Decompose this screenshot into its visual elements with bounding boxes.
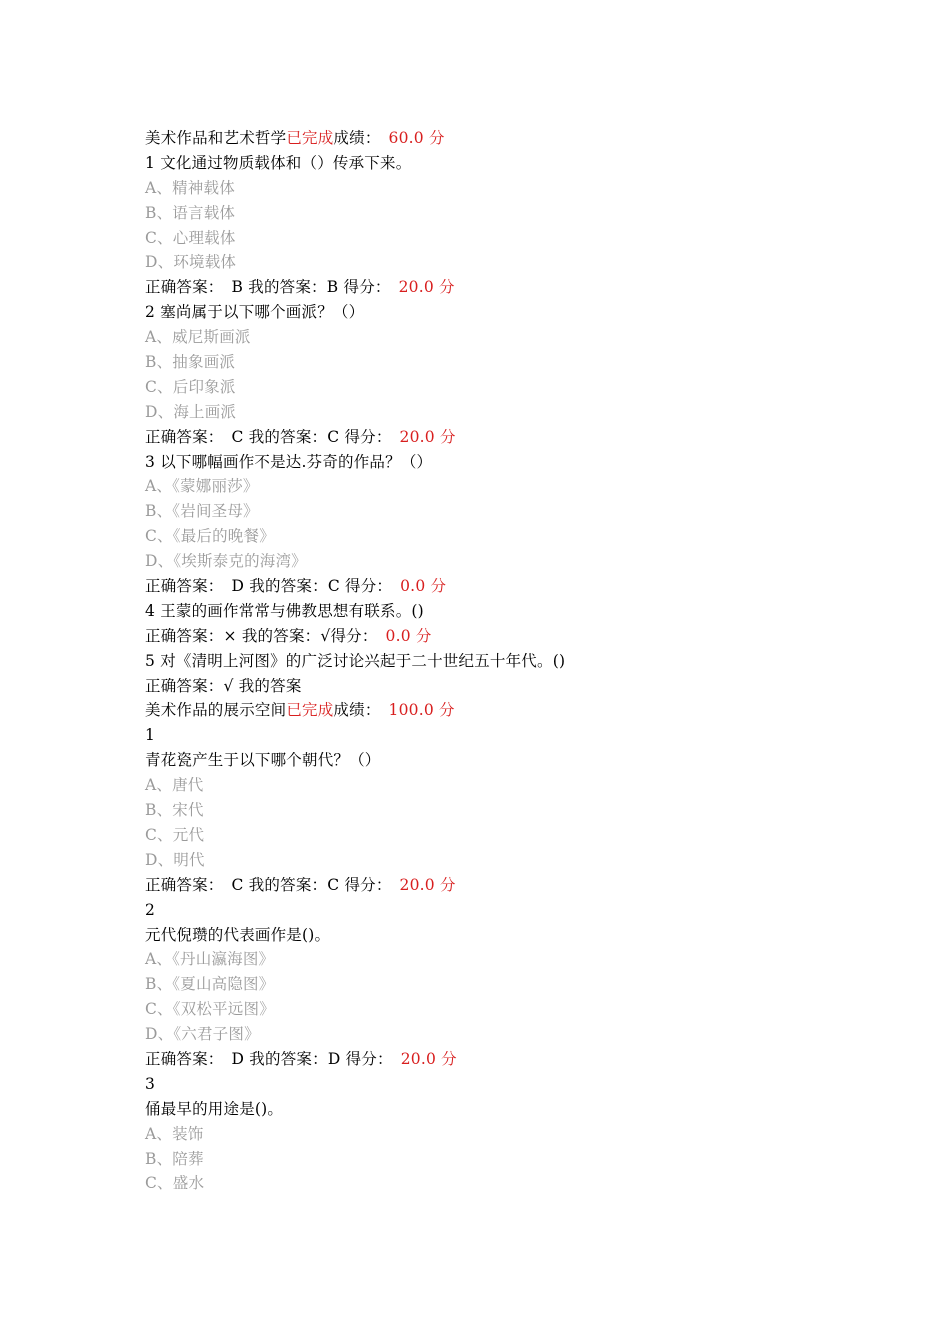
correct-answer: D	[231, 577, 245, 596]
correct-label: 正确答案：	[145, 875, 224, 894]
my-answer: D	[327, 1049, 341, 1068]
question-text	[145, 450, 905, 475]
option-a: A、唐代	[145, 776, 204, 795]
option-c: C、盛水	[145, 1174, 205, 1193]
my-answer-label: 我的答案：	[248, 875, 328, 894]
question-score: 20.0 分	[400, 1049, 457, 1068]
option-c: C、心理载体	[145, 228, 236, 247]
option-d: D、海上画派	[145, 402, 237, 421]
my-answer-label: 我的答案：	[249, 1049, 328, 1068]
section-score: 60.0 分	[388, 129, 445, 147]
option-b: B、陪葬	[145, 1149, 204, 1168]
my-answer-label: 我的答案：	[241, 626, 321, 645]
correct-answer: ×	[223, 626, 237, 645]
question-score: 20.0 分	[398, 278, 455, 297]
question-score: 0.0 分	[385, 626, 432, 645]
question-number: 3	[145, 1074, 156, 1093]
question-body: 塞尚属于以下哪个画派？（）	[160, 303, 365, 322]
score-label: 得分：	[343, 278, 391, 297]
answer-line	[145, 873, 905, 898]
answer-line	[145, 1047, 905, 1072]
question-body: 文化通过物质载体和（）传承下来。	[160, 153, 412, 172]
correct-label: 正确答案：	[145, 577, 224, 596]
score-label: 得分：	[344, 875, 392, 894]
question-number: 2	[145, 303, 156, 322]
answer-line	[145, 425, 905, 450]
score-label: 得分：	[345, 577, 393, 596]
option-b: B、宋代	[145, 801, 204, 820]
section-score: 100.0 分	[388, 701, 455, 720]
question-body: 青花瓷产生于以下哪个朝代？（）	[145, 751, 381, 770]
answer-line	[145, 624, 905, 649]
option-b: B、《岩间圣母》	[145, 502, 259, 521]
question-body: 王蒙的画作常常与佛教思想有联系。()	[160, 601, 424, 620]
question-text	[145, 300, 905, 325]
question-number: 1	[145, 726, 156, 745]
correct-label: 正确答案：	[145, 427, 224, 446]
question-body: 元代倪瓒的代表画作是()。	[145, 925, 331, 944]
my-answer: B	[326, 278, 339, 297]
status-completed: 已完成	[286, 129, 334, 147]
my-answer: C	[327, 875, 340, 894]
correct-answer: √	[223, 676, 234, 695]
score-label: 得分：	[345, 1049, 393, 1068]
question-number: 5	[145, 651, 156, 670]
question-score: 20.0 分	[399, 875, 456, 894]
option-b: B、《夏山高隐图》	[145, 975, 275, 994]
section-header	[145, 698, 905, 723]
answer-line	[145, 275, 905, 300]
option-c: C、《双松平远图》	[145, 1000, 275, 1019]
option-c: C、《最后的晚餐》	[145, 527, 275, 546]
status-completed: 已完成	[286, 701, 334, 720]
question-number: 2	[145, 900, 156, 919]
score-label: 成绩：	[333, 129, 381, 147]
question-score: 20.0 分	[399, 427, 456, 446]
question-number: 3	[145, 452, 156, 471]
my-answer: √	[320, 626, 331, 645]
correct-label: 正确答案：	[145, 1049, 224, 1068]
option-d: D、明代	[145, 850, 205, 869]
correct-label: 正确答案：	[145, 626, 224, 645]
score-label: 得分：	[344, 427, 392, 446]
my-answer: C	[327, 427, 340, 446]
section-title: 美术作品和艺术哲学	[145, 129, 287, 147]
question-text	[145, 649, 905, 674]
my-answer-label: 我的答案：	[248, 427, 328, 446]
correct-label: 正确答案：	[145, 278, 224, 297]
option-a: A、《蒙娜丽莎》	[145, 477, 259, 496]
question-text	[145, 151, 905, 176]
option-a: A、威尼斯画派	[145, 328, 251, 347]
option-d: D、环境载体	[145, 253, 237, 272]
section-title: 美术作品的展示空间	[145, 701, 287, 720]
correct-answer: C	[231, 875, 244, 894]
option-b: B、语言载体	[145, 203, 236, 222]
my-answer: C	[327, 577, 340, 596]
option-c: C、元代	[145, 825, 205, 844]
answer-line	[145, 674, 905, 699]
question-body: 以下哪幅画作不是达.芬奇的作品？（）	[160, 452, 433, 471]
question-body: 对《清明上河图》的广泛讨论兴起于二十世纪五十年代。()	[160, 651, 566, 670]
option-d: D、《六君子图》	[145, 1025, 260, 1044]
question-text	[145, 599, 905, 624]
question-score: 0.0 分	[400, 577, 447, 596]
correct-answer: B	[231, 278, 244, 297]
section-header	[145, 126, 905, 151]
my-answer-label: 我的答案	[238, 676, 302, 695]
option-c: C、后印象派	[145, 377, 236, 396]
option-a: A、装饰	[145, 1124, 204, 1143]
question-number: 4	[145, 601, 156, 620]
correct-answer: C	[231, 427, 244, 446]
option-b: B、抽象画派	[145, 353, 236, 372]
question-body: 俑最早的用途是()。	[145, 1099, 284, 1118]
my-answer-label: 我的答案：	[249, 577, 328, 596]
option-d: D、《埃斯泰克的海湾》	[145, 552, 307, 571]
option-a: A、精神载体	[145, 178, 235, 197]
question-number: 1	[145, 153, 156, 172]
score-label: 得分：	[330, 626, 378, 645]
score-label: 成绩：	[333, 701, 381, 720]
answer-line	[145, 574, 905, 599]
correct-label: 正确答案：	[145, 676, 224, 695]
my-answer-label: 我的答案：	[248, 278, 327, 297]
document-body	[145, 126, 905, 1196]
option-a: A、《丹山瀛海图》	[145, 950, 275, 969]
correct-answer: D	[231, 1049, 245, 1068]
